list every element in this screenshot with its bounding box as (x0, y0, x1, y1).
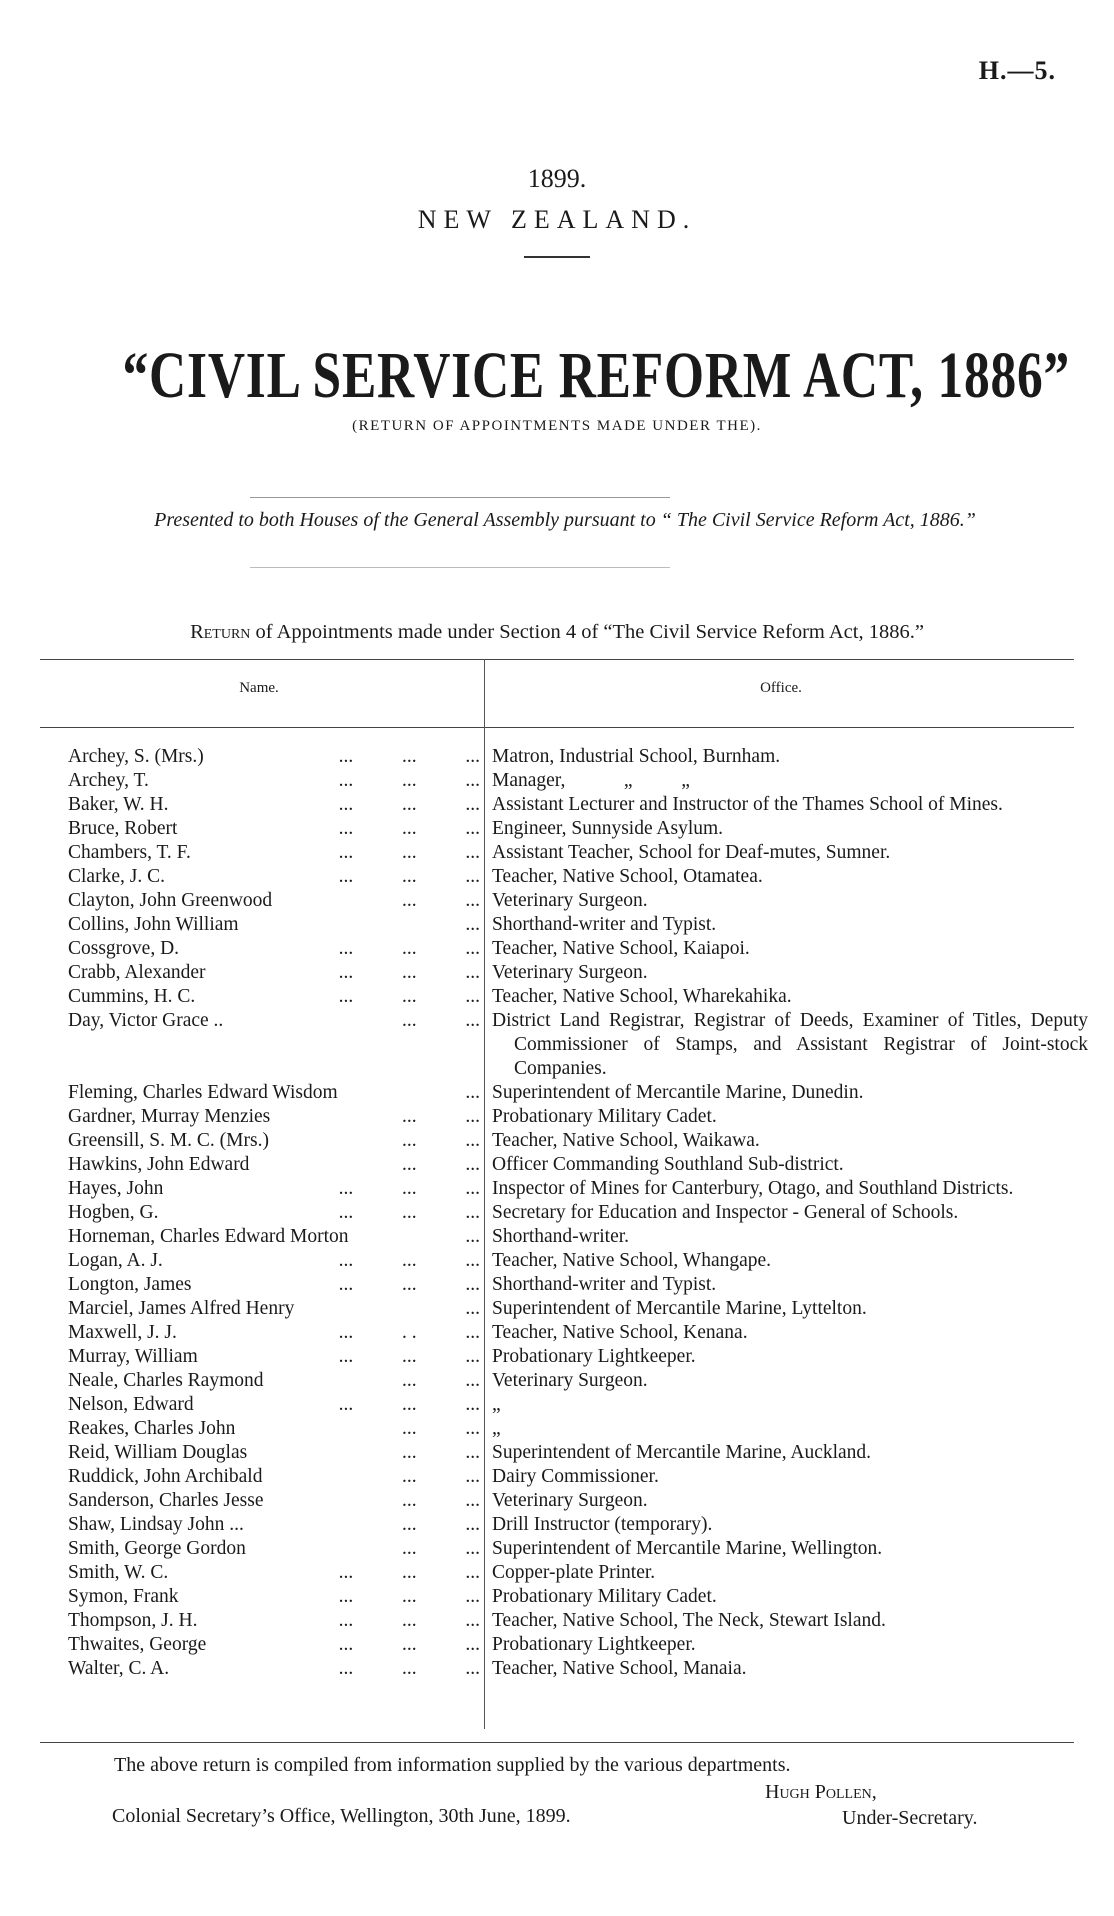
appointee-name: Reid, William Douglas (68, 1442, 248, 1463)
appointee-name: Bruce, Robert (68, 818, 178, 839)
appointee-name: Hawkins, John Edward (68, 1154, 250, 1175)
appointee-name: Symon, Frank (68, 1586, 179, 1607)
return-heading (0, 621, 1114, 644)
appointee-name: Hogben, G. (68, 1202, 159, 1223)
document-title: “CIVIL SERVICE REFORM ACT, 1886” (122, 339, 1071, 412)
dot-leader: ... ... (402, 1514, 480, 1535)
table-row (0, 1081, 1114, 1105)
appointee-name: Smith, George Gordon (68, 1538, 246, 1559)
appointee-office: Assistant Lecturer and Instructor of the Thames School of Mines. (492, 794, 1003, 815)
appointee-office: Teacher, Native School, The Neck, Stewart Island. (492, 1610, 886, 1631)
table-row (0, 817, 1114, 841)
appointee-office: Officer Commanding Southland Sub-district. (492, 1154, 844, 1175)
appointee-name: Reakes, Charles John (68, 1418, 236, 1439)
appointee-name: Collins, John William (68, 914, 239, 935)
appointee-office: Dairy Commissioner. (492, 1466, 659, 1487)
table-row (0, 1273, 1114, 1297)
appointee-office: Probationary Military Cadet. (492, 1106, 717, 1127)
appointee-office: Teacher, Native School, Kenana. (492, 1322, 748, 1343)
table-row (0, 1201, 1114, 1225)
table-row (0, 745, 1114, 769)
appointee-name: Hayes, John (68, 1178, 164, 1199)
dot-leader: ... ... ... (338, 1562, 480, 1583)
dot-leader: ... (465, 1226, 480, 1247)
table-row (0, 1585, 1114, 1609)
appointee-name: Thompson, J. H. (68, 1610, 198, 1631)
table-row (0, 1513, 1114, 1537)
appointee-name: Clarke, J. C. (68, 866, 165, 887)
table-row (0, 1321, 1114, 1345)
table-row (0, 937, 1114, 961)
dot-leader: ... ... ... (338, 770, 480, 791)
appointee-name: Cummins, H. C. (68, 986, 196, 1007)
appointee-name: Neale, Charles Raymond (68, 1370, 264, 1391)
table-row (0, 1249, 1114, 1273)
appointee-name: Cossgrove, D. (68, 938, 180, 959)
document-subtitle: (RETURN OF APPOINTMENTS MADE UNDER THE). (352, 418, 762, 434)
dot-leader: ... ... (402, 1490, 480, 1511)
table-row (0, 1369, 1114, 1393)
appointee-office: Probationary Military Cadet. (492, 1586, 717, 1607)
appointee-office: Veterinary Surgeon. (492, 1370, 648, 1391)
dot-leader: ... ... (402, 1130, 480, 1151)
appointee-name: Longton, James (68, 1274, 192, 1295)
appointee-office: Matron, Industrial School, Burnham. (492, 746, 781, 767)
appointee-office: Copper-plate Printer. (492, 1562, 656, 1583)
appointee-name: Shaw, Lindsay John ... (68, 1514, 244, 1535)
dot-leader: ... ... ... (338, 938, 480, 959)
return-heading-text: of Appointments made under Section 4 of “The Civil Service Reform Act, 1886.” (250, 621, 924, 643)
dot-leader: ... ... (402, 1466, 480, 1487)
appointee-name: Ruddick, John Archibald (68, 1466, 263, 1487)
table-row (0, 841, 1114, 865)
appointee-name: Maxwell, J. J. (68, 1322, 177, 1343)
table-row (0, 1009, 1114, 1081)
dot-leader: ... ... ... (338, 1394, 480, 1415)
dot-leader: ... ... ... (338, 842, 480, 863)
appointments-table-body (0, 745, 1114, 1681)
appointee-name: Gardner, Murray Menzies (68, 1106, 271, 1127)
dot-leader: ... (465, 914, 480, 935)
dot-leader: ... . . ... (338, 1322, 480, 1343)
appointee-office: Teacher, Native School, Otamatea. (492, 866, 763, 887)
appointee-office: Veterinary Surgeon. (492, 1490, 648, 1511)
dot-leader: ... ... (402, 1418, 480, 1439)
place-and-date: Colonial Secretary’s Office, Wellington, 30th June, 1899. (112, 1805, 571, 1827)
table-row (0, 1105, 1114, 1129)
dot-leader: ... ... (402, 1370, 480, 1391)
table-row (0, 1129, 1114, 1153)
table-row (0, 1633, 1114, 1657)
appointee-office: Probationary Lightkeeper. (492, 1634, 696, 1655)
appointee-name: Archey, S. (Mrs.) (68, 746, 204, 767)
appointee-office: „ (492, 1394, 501, 1415)
appointee-name: Sanderson, Charles Jesse (68, 1490, 264, 1511)
table-row (0, 1297, 1114, 1321)
appointee-office: Engineer, Sunnyside Asylum. (492, 818, 724, 839)
table-row (0, 913, 1114, 937)
appointee-name: Nelson, Edward (68, 1394, 194, 1415)
column-header-name: Name. (239, 680, 279, 696)
appointee-name: Thwaites, George (68, 1634, 207, 1655)
dot-leader: ... ... ... (338, 866, 480, 887)
appointee-name: Chambers, T. F. (68, 842, 191, 863)
table-row (0, 865, 1114, 889)
appointee-name: Fleming, Charles Edward Wisdom (68, 1082, 338, 1103)
appointee-office: Veterinary Surgeon. (492, 890, 648, 911)
appointee-name: Logan, A. J. (68, 1250, 163, 1271)
country-heading: NEW ZEALAND. (417, 205, 697, 234)
table-row (0, 1393, 1114, 1417)
dot-leader: ... ... ... (338, 1586, 480, 1607)
table-row (0, 1441, 1114, 1465)
appointee-name: Archey, T. (68, 770, 149, 791)
table-row (0, 1561, 1114, 1585)
table-row (0, 1657, 1114, 1681)
appointee-office: Superintendent of Mercantile Marine, Dunedin. (492, 1082, 864, 1103)
appointee-name: Day, Victor Grace .. (68, 1010, 224, 1031)
dot-leader: ... ... ... (338, 1178, 480, 1199)
appointee-office: Inspector of Mines for Canterbury, Otago, and Southland Districts. (492, 1178, 1014, 1199)
appointee-office: Superintendent of Mercantile Marine, Lyttelton. (492, 1298, 867, 1319)
table-row (0, 889, 1114, 913)
table-row (0, 961, 1114, 985)
appointee-name: Walter, C. A. (68, 1658, 170, 1679)
appointee-office: Shorthand-writer and Typist. (492, 1274, 717, 1295)
document-year: 1899. (527, 164, 587, 193)
dot-leader: ... ... (402, 890, 480, 911)
appointee-name: Smith, W. C. (68, 1562, 169, 1583)
presented-statement: Presented to both Houses of the General Assembly pursuant to “ The Civil Service Reform Act, 1886.” (154, 509, 976, 531)
table-bottom-rule (40, 1742, 1074, 1743)
appointee-name: Murray, William (68, 1346, 198, 1367)
dot-leader: ... (465, 1298, 480, 1319)
return-heading-lead: Return (190, 621, 251, 643)
dot-leader: ... ... (402, 1106, 480, 1127)
dot-leader: ... ... (402, 1154, 480, 1175)
appointee-office: Teacher, Native School, Waikawa. (492, 1130, 760, 1151)
table-row (0, 769, 1114, 793)
appointee-office: Shorthand-writer. (492, 1226, 630, 1247)
divider (250, 497, 670, 498)
appointee-office: Teacher, Native School, Manaia. (492, 1658, 747, 1679)
dot-leader: ... ... ... (338, 986, 480, 1007)
dot-leader: ... ... ... (338, 1610, 480, 1631)
table-row (0, 1345, 1114, 1369)
appointee-office: Secretary for Education and Inspector - General of Schools. (492, 1202, 959, 1223)
table-top-rule (40, 659, 1074, 660)
appointee-office: Assistant Teacher, School for Deaf-mutes, Sumner. (492, 842, 891, 863)
dot-leader: ... ... ... (338, 818, 480, 839)
signatory-name: Hugh Pollen, (765, 1781, 877, 1803)
table-row (0, 793, 1114, 817)
table-header-rule (40, 727, 1074, 728)
table-row (0, 1465, 1114, 1489)
page-reference: H.—5. (978, 56, 1056, 85)
dot-leader: ... ... ... (338, 794, 480, 815)
appointee-name: Baker, W. H. (68, 794, 169, 815)
appointee-name: Marciel, James Alfred Henry (68, 1298, 295, 1319)
dot-leader: ... ... ... (338, 1658, 480, 1679)
table-row (0, 1609, 1114, 1633)
table-row (0, 1489, 1114, 1513)
table-row (0, 1537, 1114, 1561)
table-row (0, 1225, 1114, 1249)
appointee-office: Superintendent of Mercantile Marine, Auckland. (492, 1442, 872, 1463)
appointee-office: Shorthand-writer and Typist. (492, 914, 717, 935)
appointee-office: District Land Registrar, Registrar of Deeds, Examiner of Titles, Deputy Commissioner of Stamps, and Assistant Registrar of Joint-stock Companies. (492, 1010, 1093, 1079)
appointee-office: Teacher, Native School, Whangape. (492, 1250, 772, 1271)
dot-leader: ... ... (402, 1442, 480, 1463)
appointee-office: „ (492, 1418, 501, 1439)
short-divider (524, 256, 590, 258)
appointee-name: Crabb, Alexander (68, 962, 206, 983)
dot-leader: ... (465, 1082, 480, 1103)
signatory-title: Under-Secretary. (842, 1807, 978, 1829)
dot-leader: ... ... ... (338, 1202, 480, 1223)
dot-leader: ... ... ... (338, 1274, 480, 1295)
table-row (0, 985, 1114, 1009)
appointee-name: Horneman, Charles Edward Morton (68, 1226, 349, 1247)
appointee-office: Superintendent of Mercantile Marine, Wellington. (492, 1538, 883, 1559)
table-row (0, 1177, 1114, 1201)
dot-leader: ... ... ... (338, 1346, 480, 1367)
divider (250, 567, 670, 568)
dot-leader: ... ... ... (338, 746, 480, 767)
dot-leader: ... ... ... (338, 1634, 480, 1655)
appointee-name: Greensill, S. M. C. (Mrs.) (68, 1130, 269, 1151)
appointee-name: Clayton, John Greenwood (68, 890, 273, 911)
appointee-office: Teacher, Native School, Kaiapoi. (492, 938, 750, 959)
appointee-office: Teacher, Native School, Wharekahika. (492, 986, 792, 1007)
dot-leader: ... ... ... (338, 962, 480, 983)
dot-leader: ... ... (402, 1538, 480, 1559)
table-row (0, 1417, 1114, 1441)
appointee-office: Probationary Lightkeeper. (492, 1346, 696, 1367)
column-header-office: Office. (760, 680, 802, 696)
appointee-office: Manager, „ „ (492, 770, 690, 791)
appointee-office: Veterinary Surgeon. (492, 962, 648, 983)
table-row (0, 1153, 1114, 1177)
dot-leader: ... ... ... (338, 1250, 480, 1271)
dot-leader: ... ... (402, 1010, 480, 1031)
compiled-note: The above return is compiled from information supplied by the various departments. (114, 1754, 791, 1776)
appointee-office: Drill Instructor (temporary). (492, 1514, 713, 1535)
